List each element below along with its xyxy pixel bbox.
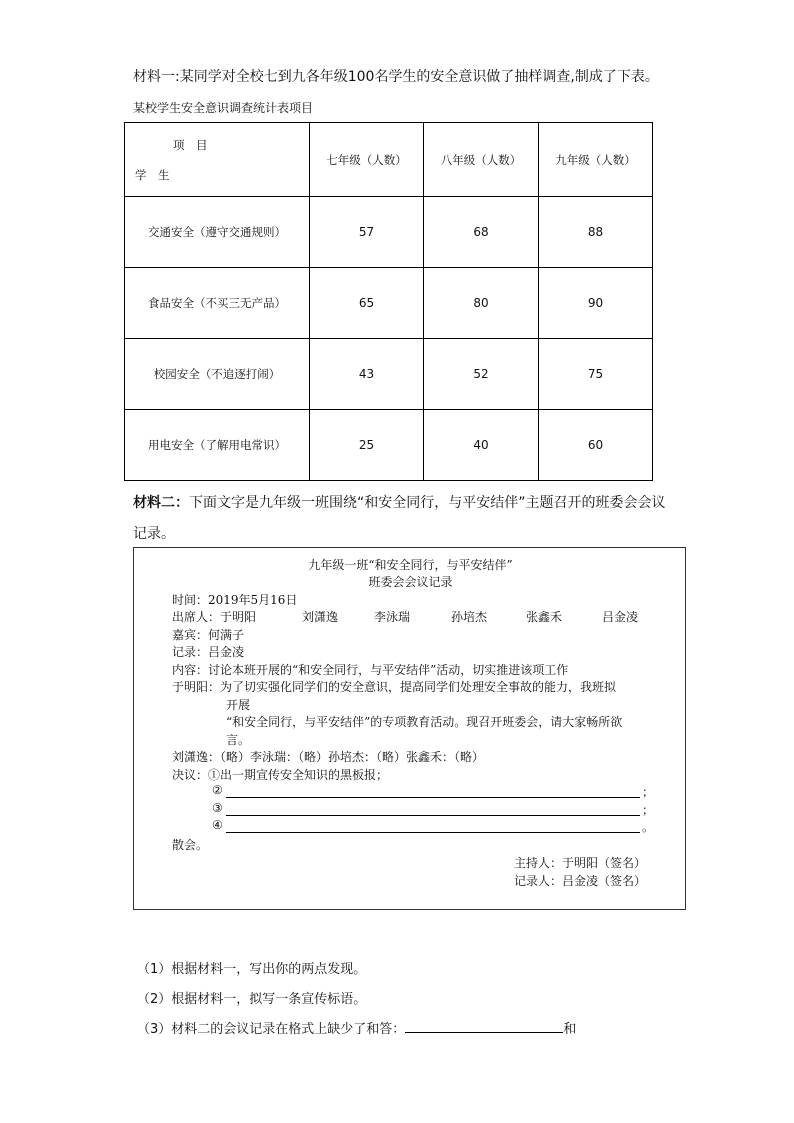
material2-paragraph (133, 488, 673, 550)
record-speech-line: “和安全同行，与平安结伴”的专项教育活动。现召开班委会，请大家畅所欲 (226, 715, 623, 729)
resolution-end-2: ； (642, 785, 655, 799)
row-label: 食品安全（不买三无产品） (125, 268, 310, 339)
table-cell: 75 (539, 339, 653, 410)
record-others: 刘潇逸：（略）李泳瑞：（略）孙培杰：（略）张鑫禾：（略） (172, 750, 485, 764)
record-content: 内容：讨论本班开展的“和安全同行，与平安结伴”活动，切实推进该项工作 (172, 663, 569, 677)
table-cell: 43 (310, 339, 424, 410)
meeting-record-box (133, 547, 686, 910)
record-speech-line: 开展 (226, 698, 251, 712)
table-cell: 68 (424, 197, 539, 268)
table-cell: 60 (539, 410, 653, 481)
record-host-signature: 主持人：于明阳（签名） (514, 856, 647, 870)
table-cell: 25 (310, 410, 424, 481)
table-cell: 57 (310, 197, 424, 268)
row-label: 用电安全（了解用电常识） (125, 410, 310, 481)
attendee-name: 李泳瑞 (374, 610, 411, 624)
resolution-item-4: ④ (212, 818, 223, 832)
table-header-row (125, 123, 653, 197)
record-title-line1: 九年级一班“和安全同行，与平安结伴” (308, 558, 513, 572)
table-row (125, 339, 653, 410)
answer-blank[interactable] (405, 1020, 563, 1033)
table-cell: 88 (539, 197, 653, 268)
column-header: 八年级（人数） (424, 123, 539, 197)
column-header: 九年级（人数） (539, 123, 653, 197)
material1-intro: 材料一:某同学对全校七到九各年级100名学生的安全意识做了抽样调查,制成了下表。 (133, 69, 659, 85)
material2-text: 下面文字是九年级一班围绕“和安全同行，与平安结伴”主题召开的班委会会议记录。 (133, 495, 666, 542)
resolution-end-3: ； (642, 803, 655, 817)
record-time: 时间：2019年5月16日 (172, 593, 298, 607)
resolution-item-2: ② (212, 783, 223, 797)
material2-label: 材料二： (133, 495, 189, 511)
table-cell: 80 (424, 268, 539, 339)
question-1: （1）根据材料一，写出你的两点发现。 (137, 962, 367, 977)
record-recorder-signature: 记录人：吕金凌（签名） (514, 874, 647, 888)
question-2: （2）根据材料一，拟写一条宣传标语。 (137, 992, 367, 1007)
table-row (125, 197, 653, 268)
table-cell: 52 (424, 339, 539, 410)
survey-table (124, 122, 653, 481)
table-row (125, 268, 653, 339)
attendee-name: 吕金凌 (602, 610, 639, 624)
record-attendees-label: 出席人：于明阳 (172, 610, 257, 624)
table-cell: 90 (539, 268, 653, 339)
attendee-name: 张鑫禾 (526, 610, 563, 624)
question-3 (137, 1018, 576, 1037)
table-title: 某校学生安全意识调查统计表项目 (133, 101, 314, 115)
resolution-blank-3 (226, 815, 640, 816)
resolution-item-3: ③ (212, 801, 223, 815)
record-resolution: 决议：①出一期宣传安全知识的黑板报； (172, 768, 389, 782)
question-3-prefix: （3）材料二的会议记录在格式上缺少了和答： (137, 1022, 406, 1037)
question-3-suffix: 和 (563, 1022, 577, 1037)
record-speech-line: 言。 (226, 733, 251, 747)
table-cell: 40 (424, 410, 539, 481)
column-header: 七年级（人数） (310, 123, 424, 197)
record-title-line2: 班委会会议记录 (368, 575, 453, 589)
resolution-blank-4 (226, 832, 640, 833)
corner-bottom-label: 学 生 (135, 168, 170, 182)
resolution-blank-2 (226, 797, 640, 798)
corner-cell (125, 123, 310, 197)
record-recorder: 记录：吕金凌 (172, 645, 245, 659)
attendee-name: 孙培杰 (451, 610, 488, 624)
attendee-name: 刘潇逸 (302, 610, 339, 624)
corner-top-label: 项 目 (173, 138, 208, 152)
row-label: 校园安全（不追逐打闹） (125, 339, 310, 410)
record-guest: 嘉宾：何满子 (172, 628, 245, 642)
row-label: 交通安全（遵守交通规则） (125, 197, 310, 268)
resolution-end-4: 。 (642, 820, 655, 834)
table-cell: 65 (310, 268, 424, 339)
record-speech-line: 于明阳：为了切实强化同学们的安全意识，提高同学们处理安全事故的能力，我班拟 (172, 680, 617, 694)
record-adjourn: 散会。 (172, 838, 209, 852)
table-row (125, 410, 653, 481)
